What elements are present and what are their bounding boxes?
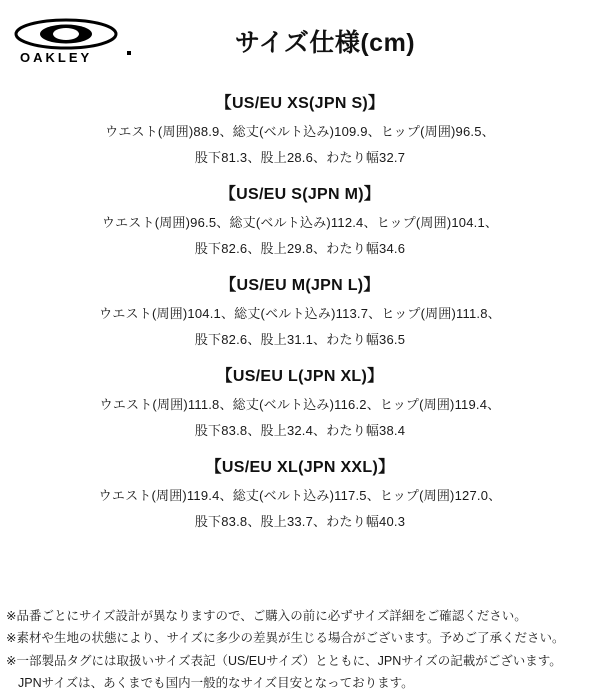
size-measurements-line-2: 股下83.8、股上33.7、わたり幅40.3 xyxy=(194,514,406,529)
size-measurements-line-1: ウエスト(周囲)111.8、総丈(ベルト込み)116.2、ヒップ(周囲)119.4、 xyxy=(99,397,501,412)
size-measurements-line-1: ウエスト(周囲)104.1、総丈(ベルト込み)113.7、ヒップ(周囲)111.8、 xyxy=(99,306,501,321)
size-measurements-line-1: ウエスト(周囲)119.4、総丈(ベルト込み)117.5、ヒップ(周囲)127.0、 xyxy=(98,488,502,503)
size-heading: 【US/EU XL(JPN XXL)】 xyxy=(205,459,395,476)
size-measurements-line-1: ウエスト(周囲)88.9、総丈(ベルト込み)109.9、ヒップ(周囲)96.5、 xyxy=(105,124,495,139)
size-list xyxy=(0,74,600,535)
note-line: ※一部製品タグには取扱いサイズ表記（US/EUサイズ）とともに、JPNサイズの記載がございます。 xyxy=(6,653,562,668)
size-measurements-line-2: 股下82.6、股上31.1、わたり幅36.5 xyxy=(194,332,406,347)
oakley-logo xyxy=(0,18,160,64)
page-header xyxy=(0,0,600,74)
note-line: ※素材や生地の状態により、サイズに多少の差異が生じる場合がございます。予めご了承ください。 xyxy=(6,631,565,646)
oakley-logo-icon xyxy=(14,18,146,64)
size-block xyxy=(8,181,592,262)
size-heading: 【US/EU M(JPN L)】 xyxy=(220,277,380,294)
note-line: ※品番ごとにサイズ設計が異なりますので、ご購入の前に必ずサイズ詳細をご確認ください。 xyxy=(6,609,527,623)
size-block xyxy=(8,272,592,353)
size-block xyxy=(8,363,592,444)
size-block xyxy=(8,90,592,171)
size-heading: 【US/EU S(JPN M)】 xyxy=(219,186,381,203)
size-measurements-line-1: ウエスト(周囲)96.5、総丈(ベルト込み)112.4、ヒップ(周囲)104.1、 xyxy=(101,215,499,230)
size-measurements-line-2: 股下82.6、股上29.8、わたり幅34.6 xyxy=(194,241,406,256)
size-heading: 【US/EU L(JPN XL)】 xyxy=(216,368,384,385)
size-block xyxy=(8,454,592,535)
page-title: サイズ仕様(cm) xyxy=(234,29,416,57)
size-measurements-line-2: 股下83.8、股上32.4、わたり幅38.4 xyxy=(194,423,406,438)
size-heading: 【US/EU XS(JPN S)】 xyxy=(215,95,385,112)
note-line: JPNサイズは、あくまでも国内一般的なサイズ目安となっております。 xyxy=(18,675,414,690)
svg-text:OAKLEY: OAKLEY xyxy=(20,50,93,64)
size-measurements-line-2: 股下81.3、股上28.6、わたり幅32.7 xyxy=(194,150,406,165)
notes-section xyxy=(0,605,600,694)
